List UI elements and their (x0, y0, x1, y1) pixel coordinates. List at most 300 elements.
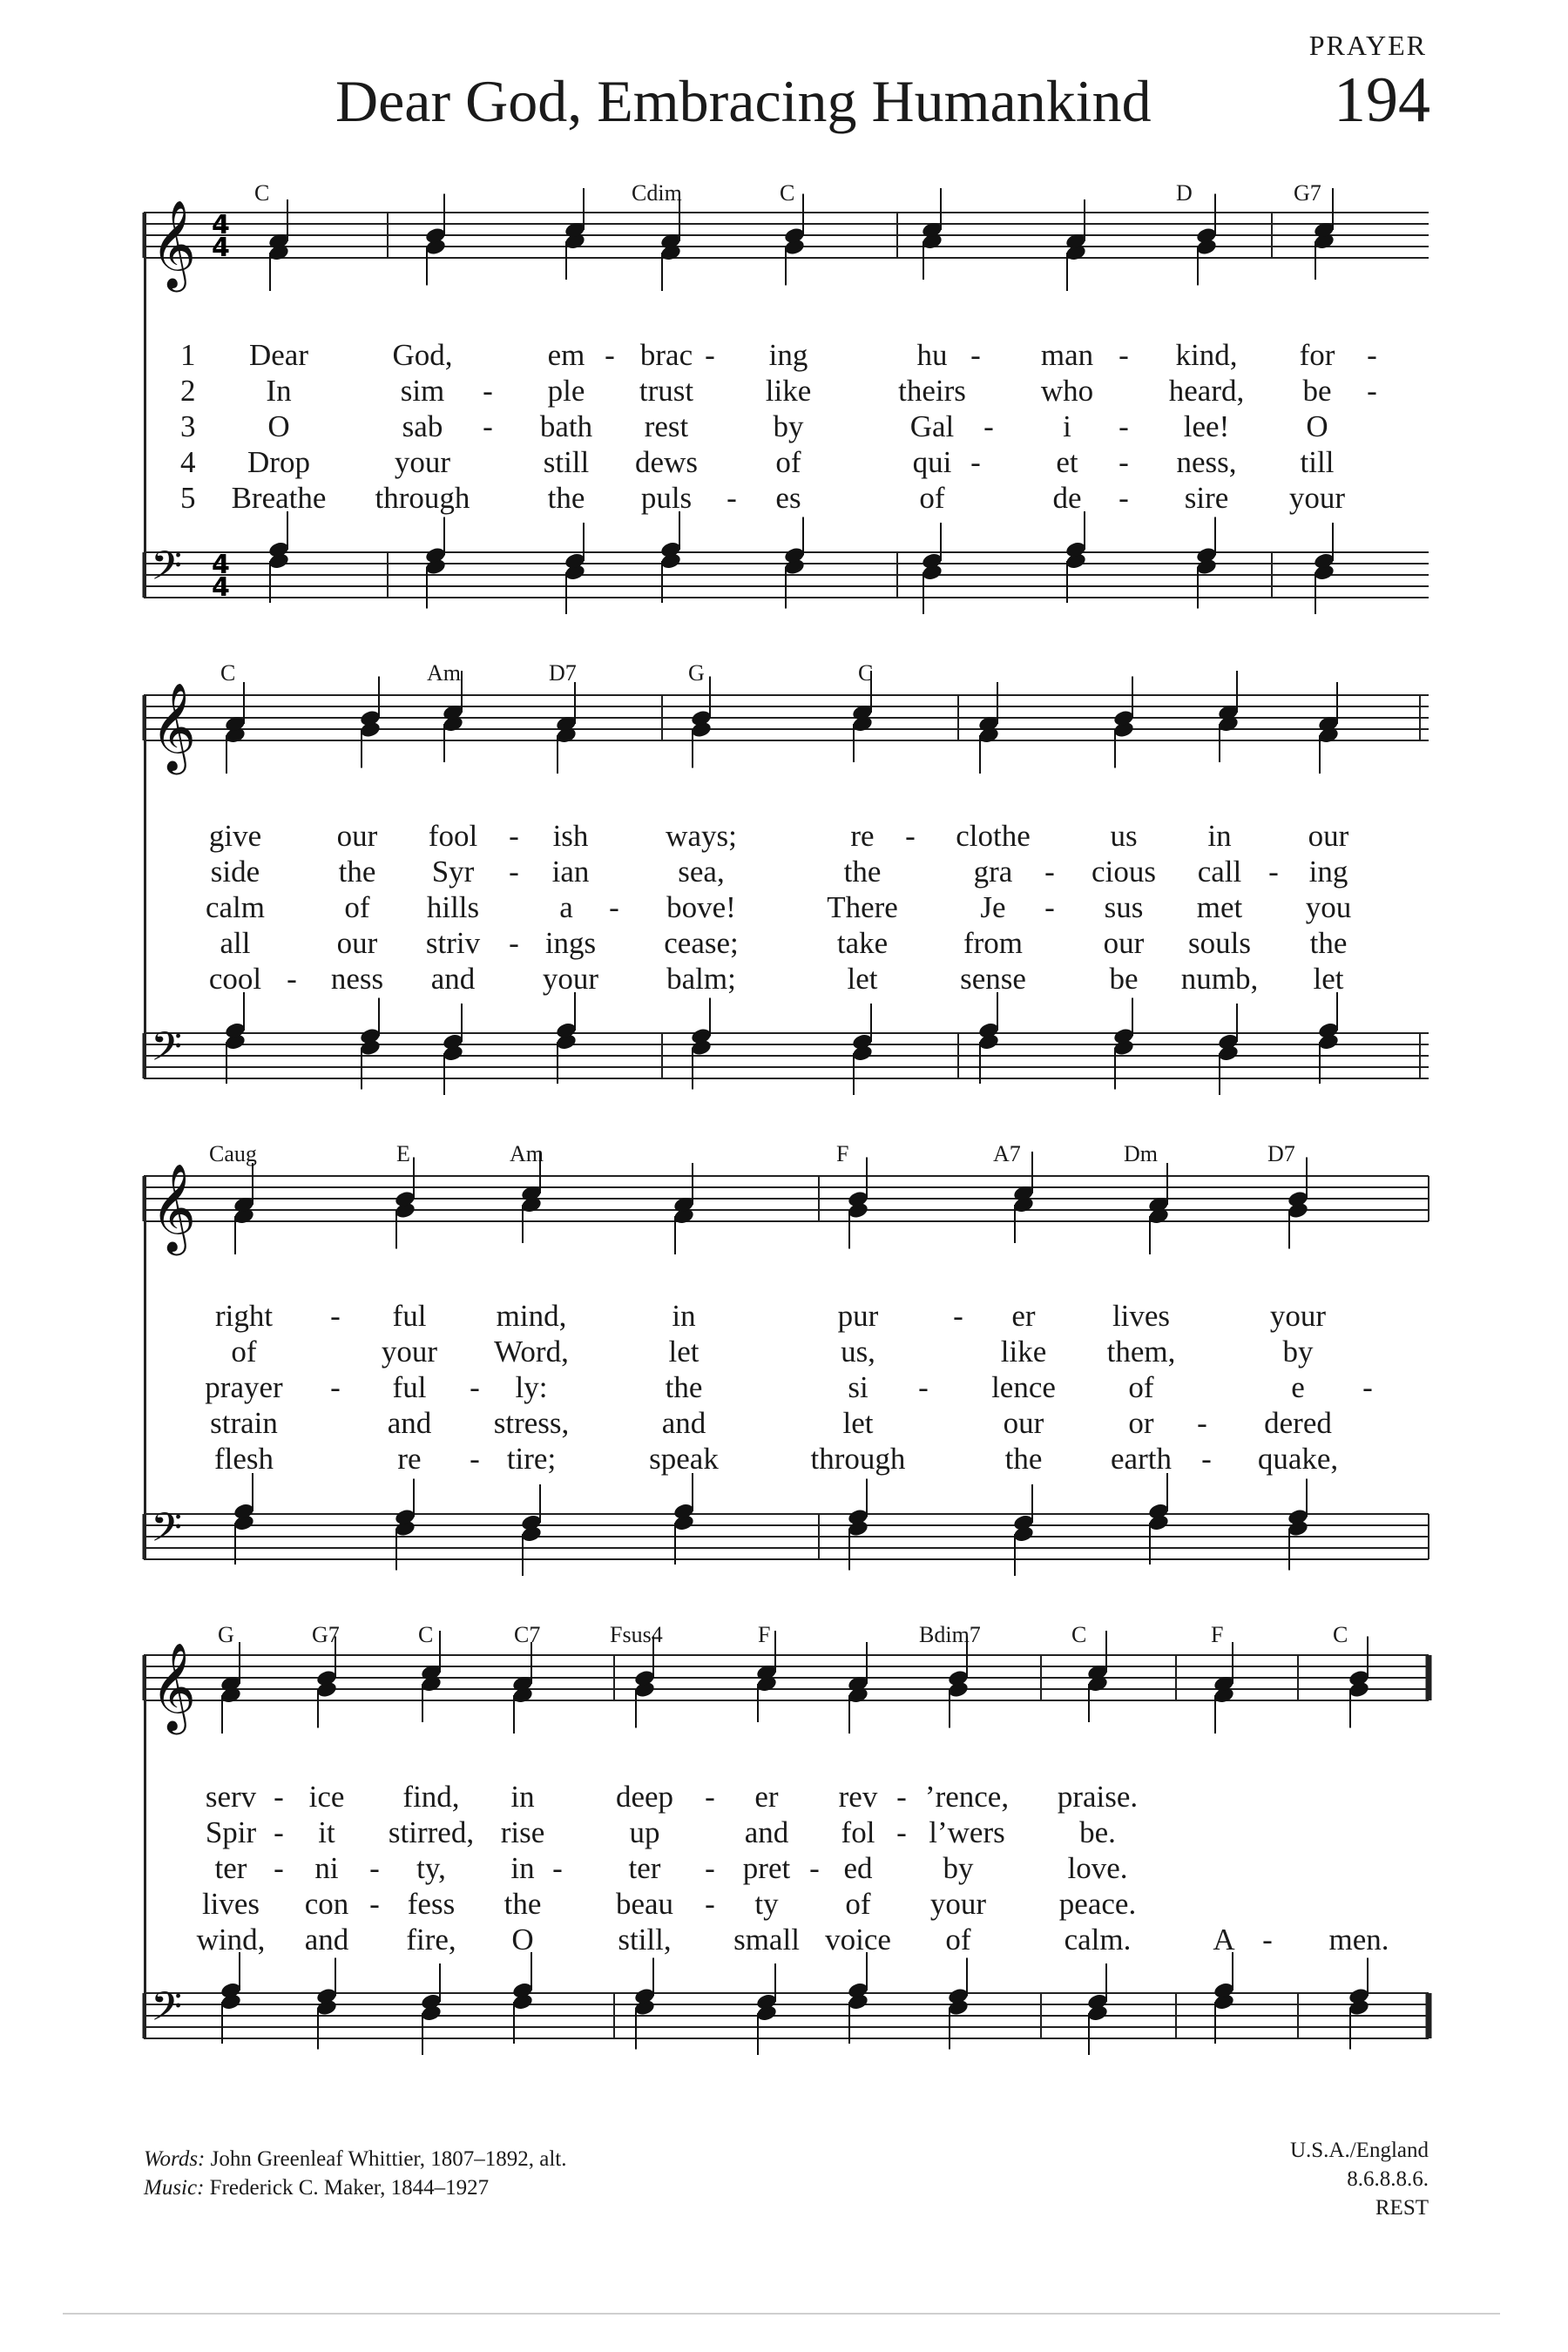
lyric-syllable: fess (407, 1887, 456, 1921)
lyric-syllable: con (304, 1887, 349, 1921)
lyric-syllable: ’rence, (924, 1780, 1010, 1814)
syllable-hyphen: - (905, 819, 916, 853)
lyric-syllable: the (504, 1887, 542, 1921)
lyric-syllable: heard, (1168, 374, 1245, 408)
lyric-syllable: be. (1079, 1815, 1116, 1849)
chord-symbol: Am (510, 1141, 544, 1166)
bass-note-chord (755, 1963, 778, 2055)
chord-symbol: A7 (993, 1141, 1021, 1166)
treble-note-chord (394, 1158, 416, 1249)
lyric-syllable: of (945, 1923, 971, 1957)
lyric-syllable: flesh (213, 1442, 274, 1476)
bass-clef-icon: 𝄢 (151, 1984, 183, 2040)
lyric-syllable: Dear (248, 338, 309, 372)
time-signature-bottom: 4 (212, 233, 230, 263)
syllable-hyphen: - (918, 1370, 929, 1404)
lyric-syllable: let (842, 1406, 874, 1440)
syllable-hyphen: - (1367, 374, 1377, 408)
bass-note-chord (1213, 1952, 1235, 2044)
treble-note-chord (315, 1637, 338, 1728)
lyric-syllable: in (510, 1851, 535, 1885)
chord-symbol: F (836, 1141, 849, 1166)
syllable-hyphen: - (274, 1851, 284, 1885)
lyric-syllable: for (1299, 338, 1335, 372)
treble-clef-icon: 𝄞 (151, 681, 197, 771)
lyric-syllable: calm. (1064, 1923, 1132, 1957)
treble-staff-system-3 (0, 1124, 1568, 1291)
lyric-syllable: cious (1092, 855, 1156, 889)
lyric-syllable: ty, (416, 1851, 446, 1885)
lyric-syllable: God, (392, 338, 453, 372)
lyric-syllable: through (375, 481, 470, 515)
lyric-syllable: take (836, 926, 889, 960)
music-composer: Frederick C. Maker, 1844–1927 (209, 2176, 490, 2200)
lyric-syllable: us, (841, 1335, 875, 1369)
bass-note-chord (442, 1004, 464, 1095)
lyric-syllable: us (1110, 819, 1138, 853)
syllable-hyphen: - (287, 962, 297, 996)
treble-clef-icon: 𝄞 (151, 199, 197, 288)
bass-note-chord (555, 992, 578, 1084)
lyric-syllable: till (1300, 445, 1335, 479)
bass-note-chord (921, 523, 943, 614)
lyric-syllable: met (1196, 890, 1243, 924)
lyric-syllable: pur (837, 1299, 879, 1333)
lyric-syllable: the (1309, 926, 1348, 960)
chord-symbol: Dm (1124, 1141, 1158, 1166)
chord-symbol: Fsus4 (610, 1622, 663, 1647)
lyric-syllable: by (773, 409, 804, 443)
music-label: Music: (144, 2176, 205, 2200)
treble-note-chord (420, 1631, 443, 1722)
lyric-syllable: kind, (1175, 338, 1238, 372)
chord-symbol: F (758, 1622, 771, 1647)
tune-name: REST (1375, 2196, 1429, 2220)
treble-note-chord (1112, 677, 1135, 768)
lyric-syllable: sus (1104, 890, 1144, 924)
lyric-syllable: tire; (506, 1442, 557, 1476)
music-credit (144, 2173, 567, 2202)
lyric-syllable: fol (841, 1815, 875, 1849)
syllable-hyphen: - (274, 1815, 284, 1849)
syllable-hyphen: - (1367, 338, 1377, 372)
lyric-syllable: em (547, 338, 585, 372)
lyric-syllable: et (1056, 445, 1078, 479)
lyric-syllable: O (1306, 409, 1328, 443)
chord-symbol: C (780, 180, 795, 206)
treble-note-chord (564, 188, 586, 280)
tune-meter: 8.6.8.8.6. (1347, 2167, 1429, 2191)
lyric-syllable: cool (208, 962, 262, 996)
treble-staff-system-4 (0, 1603, 1568, 1770)
lyric-syllable: men. (1328, 1923, 1389, 1957)
bass-note-chord (220, 1952, 242, 2044)
bass-clef-icon: 𝄢 (151, 543, 183, 599)
lyric-syllable: ni (314, 1851, 339, 1885)
words-author: John Greenleaf Whittier, 1807–1892, alt. (210, 2147, 567, 2171)
treble-staff-system-1 (0, 160, 1568, 328)
lyric-syllable: souls (1188, 926, 1251, 960)
lyric-syllable: let (668, 1335, 700, 1369)
syllable-hyphen: - (369, 1851, 380, 1885)
verse-number: 4 (180, 445, 196, 479)
lyric-syllable: lives (1112, 1299, 1171, 1333)
bass-note-chord (1313, 523, 1335, 614)
bass-note-chord (420, 1963, 443, 2055)
chord-symbol: C (418, 1622, 434, 1647)
treble-note-chord (921, 188, 943, 280)
lyric-syllable: A (1213, 1923, 1235, 1957)
bass-note-chord (977, 992, 1000, 1084)
treble-note-chord (847, 1158, 869, 1249)
lyric-syllable: and (387, 1406, 432, 1440)
lyric-syllable: from (963, 926, 1024, 960)
lyric-syllable: by (943, 1851, 974, 1885)
chord-symbol: C (858, 660, 874, 686)
chord-symbol: Caug (209, 1141, 257, 1166)
lyric-syllable: dews (635, 445, 698, 479)
lyric-syllable: like (765, 374, 812, 408)
lyric-syllable: ing (1308, 855, 1348, 889)
hymn-title: Dear God, Embracing Humankind (335, 68, 1152, 134)
lyric-syllable: by (1282, 1335, 1314, 1369)
lyric-syllable: ways; (666, 819, 737, 853)
lyric-syllable: of (1128, 1370, 1154, 1404)
chord-symbol: D7 (1267, 1141, 1295, 1166)
lyric-syllable: your (929, 1887, 987, 1921)
lyric-syllable: your (1269, 1299, 1327, 1333)
lyric-syllable: small (733, 1923, 800, 1957)
lyric-syllable: bove! (666, 890, 736, 924)
system-connector-line (144, 213, 146, 598)
lyric-syllable: them, (1106, 1335, 1176, 1369)
chord-symbol: E (396, 1141, 410, 1166)
treble-note-chord (1012, 1152, 1035, 1243)
time-signature-top: 4 (212, 550, 230, 580)
syllable-hyphen: - (369, 1887, 380, 1921)
system-connector-line (144, 1655, 146, 2038)
lyric-syllable: sea, (678, 855, 725, 889)
lyric-syllable: fool (428, 819, 478, 853)
syllable-hyphen: - (705, 1780, 715, 1814)
treble-note-chord (1217, 671, 1240, 762)
syllable-hyphen: - (1119, 338, 1129, 372)
lyric-syllable: up (629, 1815, 660, 1849)
lyric-syllable: right (214, 1299, 274, 1333)
lyric-syllable: ice (308, 1780, 345, 1814)
lyric-syllable: er (1011, 1299, 1036, 1333)
syllable-hyphen: - (552, 1851, 563, 1885)
bass-note-chord (1012, 1484, 1035, 1576)
lyric-syllable: ish (552, 819, 589, 853)
lyric-syllable: ness (330, 962, 384, 996)
chord-symbol: G7 (312, 1622, 340, 1647)
category-label: PRAYER (1308, 30, 1427, 61)
verse-number: 3 (180, 409, 196, 443)
treble-clef-icon: 𝄞 (151, 1641, 197, 1731)
lyric-syllable: calm (205, 890, 266, 924)
lyric-syllable: sim (400, 374, 445, 408)
chord-symbol: C (1333, 1622, 1348, 1647)
bass-staff-system-4 (0, 1941, 1568, 2108)
lyric-syllable: pret (742, 1851, 791, 1885)
lyric-syllable: stirred, (388, 1815, 475, 1849)
syllable-hyphen: - (970, 445, 981, 479)
lyric-syllable: hu (916, 338, 948, 372)
syllable-hyphen: - (1119, 481, 1129, 515)
syllable-hyphen: - (1362, 1370, 1373, 1404)
lyric-syllable: rise (500, 1815, 545, 1849)
lyric-syllable: of (344, 890, 370, 924)
bass-note-chord (659, 511, 682, 603)
bass-clef-icon: 𝄢 (151, 1024, 183, 1080)
bass-note-chord (224, 992, 247, 1084)
treble-note-chord (1348, 1637, 1370, 1728)
chord-symbol: D7 (549, 660, 577, 686)
lyric-syllable: de (1052, 481, 1082, 515)
treble-staff-system-2 (0, 643, 1568, 810)
bass-note-chord (1086, 1963, 1109, 2055)
lyric-syllable: ed (843, 1851, 873, 1885)
syllable-hyphen: - (1262, 1923, 1273, 1957)
bass-note-chord (1317, 992, 1340, 1084)
lyric-syllable: ly: (515, 1370, 548, 1404)
lyric-syllable: in (672, 1299, 696, 1333)
syllable-hyphen: - (509, 855, 519, 889)
syllable-hyphen: - (1197, 1406, 1207, 1440)
lyric-syllable: er (754, 1780, 779, 1814)
lyric-syllable: beau (615, 1887, 674, 1921)
lyric-syllable: re (397, 1442, 422, 1476)
lyric-syllable: of (845, 1887, 871, 1921)
bass-note-chord (847, 1952, 869, 2044)
system-connector-line (144, 1176, 146, 1559)
treble-note-chord (520, 1152, 543, 1243)
bass-note-chord (672, 1473, 695, 1565)
syllable-hyphen: - (1268, 855, 1279, 889)
lyric-syllable: fire, (406, 1923, 456, 1957)
lyric-syllable: Word, (494, 1335, 569, 1369)
syllable-hyphen: - (1119, 445, 1129, 479)
lyric-syllable: lee! (1183, 409, 1230, 443)
chord-symbol: C7 (514, 1622, 541, 1647)
verse-number: 2 (180, 374, 196, 408)
lyric-syllable: ful (392, 1370, 427, 1404)
lyric-syllable: man (1040, 338, 1094, 372)
lyric-syllable: In (266, 374, 292, 408)
lyric-syllable: ful (392, 1299, 427, 1333)
lyric-syllable: call (1197, 855, 1242, 889)
lyric-syllable: bath (539, 409, 593, 443)
lyric-syllable: of (775, 445, 801, 479)
lyric-syllable: ing (768, 338, 808, 372)
lyric-syllable: l’wers (929, 1815, 1005, 1849)
treble-note-chord (442, 671, 464, 762)
syllable-hyphen: - (705, 338, 715, 372)
lyric-syllable: si (848, 1370, 868, 1404)
lyric-syllable: i (1063, 409, 1071, 443)
chord-symbol: G (688, 660, 705, 686)
lyric-syllable: our (1103, 926, 1145, 960)
treble-note-chord (851, 671, 874, 762)
lyric-syllable: voice (825, 1923, 891, 1957)
lyric-syllable: mind, (496, 1299, 567, 1333)
syllable-hyphen: - (705, 1887, 715, 1921)
tune-origin: U.S.A./England (1289, 2139, 1429, 2162)
syllable-hyphen: - (483, 374, 493, 408)
chord-symbol: F (1211, 1622, 1224, 1647)
bass-note-chord (564, 523, 586, 614)
verse-number: 5 (180, 481, 196, 515)
lyric-syllable: hills (426, 890, 480, 924)
lyric-syllable: our (336, 926, 378, 960)
lyric-syllable: who (1040, 374, 1094, 408)
syllable-hyphen: - (896, 1780, 907, 1814)
syllable-hyphen: - (274, 1780, 284, 1814)
lyric-syllable: clothe (956, 819, 1031, 853)
lyric-syllable: and (744, 1815, 789, 1849)
lyric-syllable: Syr (431, 855, 475, 889)
lyric-syllable: There (827, 890, 898, 924)
syllable-hyphen: - (1044, 855, 1055, 889)
lyric-syllable: lives (201, 1887, 260, 1921)
syllable-hyphen: - (970, 338, 981, 372)
lyric-syllable: and (430, 962, 476, 996)
lyric-syllable: earth (1111, 1442, 1172, 1476)
lyric-syllable: find, (402, 1780, 460, 1814)
lyric-syllable: or (1128, 1406, 1154, 1440)
credits (144, 2145, 567, 2202)
lyric-syllable: striv (425, 926, 481, 960)
syllable-hyphen: - (330, 1370, 341, 1404)
syllable-hyphen: - (609, 890, 619, 924)
chord-symbol: G (218, 1622, 234, 1647)
lyric-syllable: sab (402, 409, 443, 443)
bass-note-chord (520, 1484, 543, 1576)
chord-symbol: D (1176, 180, 1193, 206)
syllable-hyphen: - (605, 338, 615, 372)
chord-symbol: Bdim7 (919, 1622, 981, 1647)
lyric-syllable: puls (640, 481, 693, 515)
lyric-syllable: dered (1264, 1406, 1332, 1440)
lyric-syllable: all (220, 926, 251, 960)
lyric-syllable: peace. (1058, 1887, 1137, 1921)
lyric-syllable: Breathe (231, 481, 327, 515)
lyric-syllable: let (1313, 962, 1344, 996)
lyric-syllable: let (847, 962, 878, 996)
syllable-hyphen: - (483, 409, 493, 443)
bass-note-chord (851, 1004, 874, 1095)
syllable-hyphen: - (1044, 890, 1055, 924)
lyric-syllable: still (543, 445, 590, 479)
syllable-hyphen: - (896, 1815, 907, 1849)
syllable-hyphen: - (705, 1851, 715, 1885)
syllable-hyphen: - (470, 1370, 480, 1404)
lyric-syllable: balm; (666, 962, 736, 996)
lyric-syllable: your (394, 445, 451, 479)
bass-note-chord (1064, 511, 1087, 603)
time-signature-bottom: 4 (212, 572, 230, 603)
lyric-syllable: the (547, 481, 585, 515)
bass-note-chord (233, 1473, 255, 1565)
lyric-syllable: speak (649, 1442, 719, 1476)
bass-note-chord (1147, 1473, 1170, 1565)
lyric-syllable: wind, (196, 1923, 266, 1957)
lyric-syllable: side (210, 855, 260, 889)
lyric-syllable: your (381, 1335, 438, 1369)
treble-note-chord (755, 1631, 778, 1722)
lyric-syllable: serv (205, 1780, 257, 1814)
bass-clef-icon: 𝄢 (151, 1504, 183, 1561)
syllable-hyphen: - (509, 926, 519, 960)
treble-note-chord (1313, 188, 1335, 280)
treble-note-chord (1086, 1631, 1109, 1722)
lyric-syllable: and (304, 1923, 349, 1957)
syllable-hyphen: - (1201, 1442, 1212, 1476)
lyric-syllable: stress, (493, 1406, 570, 1440)
lyric-syllable: deep (615, 1780, 674, 1814)
chord-symbol: C (254, 180, 270, 206)
lyric-syllable: es (775, 481, 801, 515)
bass-note-chord (1217, 1004, 1240, 1095)
lyric-syllable: brac (639, 338, 693, 372)
time-signature-top: 4 (212, 210, 230, 240)
treble-note-chord (633, 1637, 656, 1728)
bass-note-chord (267, 511, 290, 603)
lyric-syllable: give (208, 819, 262, 853)
lyric-syllable: a (559, 890, 573, 924)
lyric-syllable: through (810, 1442, 906, 1476)
lyric-syllable: our (336, 819, 378, 853)
lyric-syllable: numb, (1180, 962, 1259, 996)
lyric-syllable: our (1308, 819, 1349, 853)
lyric-syllable: ness, (1176, 445, 1237, 479)
lyric-syllable: in (510, 1780, 535, 1814)
lyric-syllable: ings (544, 926, 597, 960)
lyric-syllable: O (267, 409, 290, 443)
lyric-syllable: and (661, 1406, 706, 1440)
lyric-syllable: the (665, 1370, 703, 1404)
system-connector-line (144, 695, 146, 1078)
lyric-syllable: ple (547, 374, 585, 408)
lyric-syllable: sense (960, 962, 1026, 996)
lyric-syllable: your (542, 962, 599, 996)
syllable-hyphen: - (727, 481, 737, 515)
lyric-syllable: prayer (205, 1370, 283, 1404)
lyric-syllable: Je (980, 890, 1006, 924)
lyric-syllable: strain (210, 1406, 278, 1440)
lyric-syllable: the (338, 855, 376, 889)
lyric-syllable: Drop (247, 445, 310, 479)
tune-info (1290, 2136, 1429, 2222)
hymn-number: 194 (1334, 64, 1430, 136)
lyric-syllable: love. (1067, 1851, 1128, 1885)
syllable-hyphen: - (470, 1442, 480, 1476)
chord-symbol: C (220, 660, 236, 686)
bass-note-chord (511, 1952, 534, 2044)
chord-symbol: G7 (1294, 180, 1321, 206)
lyric-syllable: the (843, 855, 882, 889)
chord-symbol: Am (427, 660, 461, 686)
lyric-syllable: re (850, 819, 875, 853)
lyric-syllable: quake, (1257, 1442, 1339, 1476)
chord-symbol: C (1071, 1622, 1087, 1647)
lyric-syllable: ter (628, 1851, 661, 1885)
lyric-syllable: like (1000, 1335, 1047, 1369)
words-credit (144, 2145, 567, 2173)
lyric-syllable: of (919, 481, 945, 515)
lyric-syllable: O (511, 1923, 534, 1957)
